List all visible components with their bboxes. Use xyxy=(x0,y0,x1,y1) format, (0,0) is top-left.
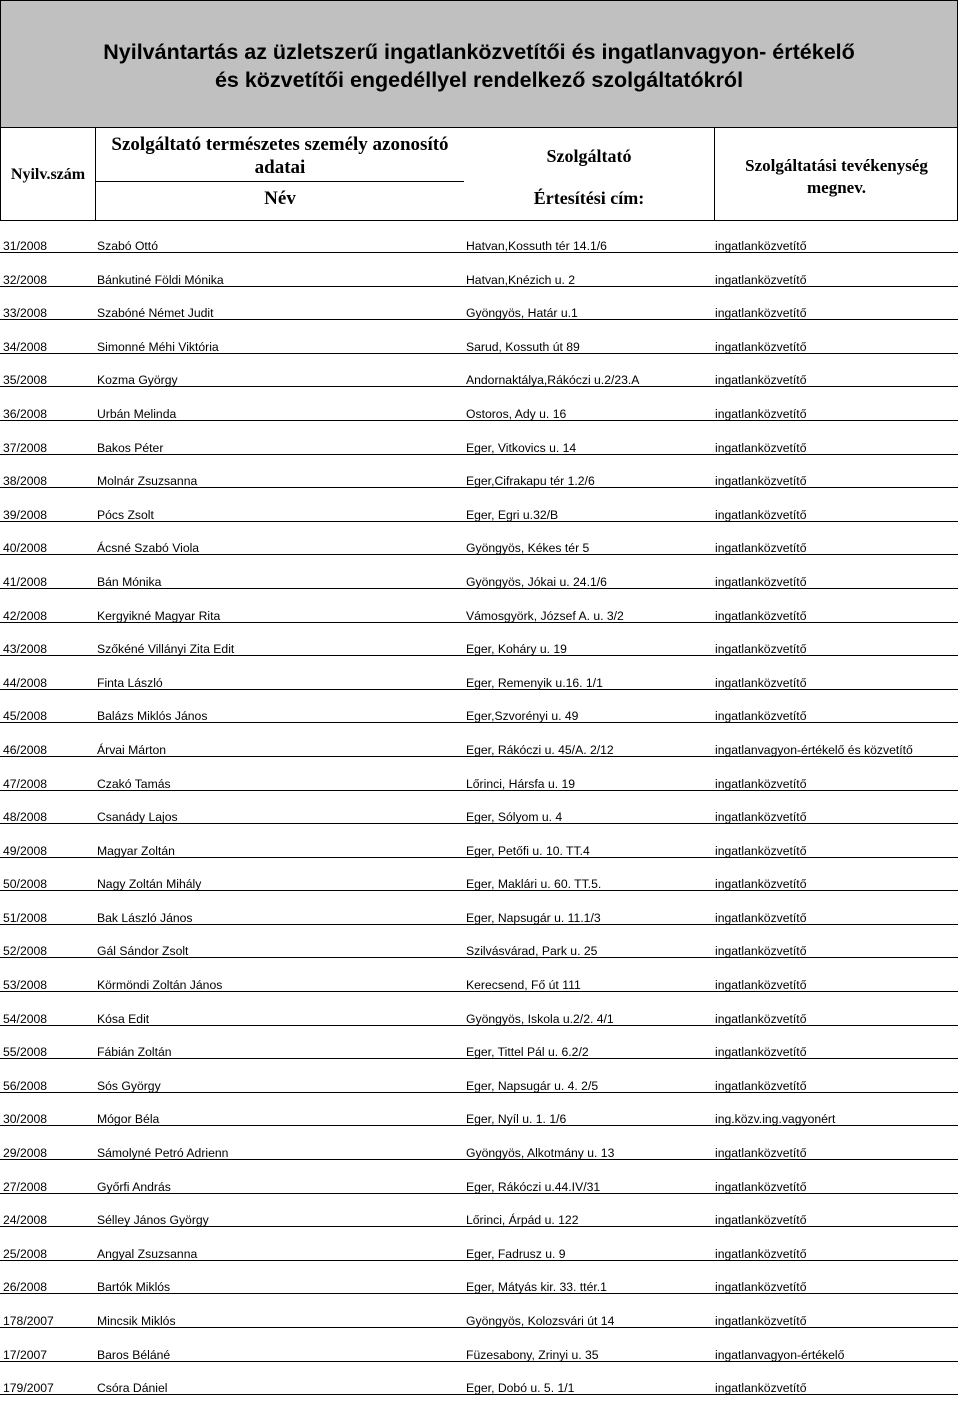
person-name: Csanády Lajos xyxy=(97,810,178,825)
registry-number: 27/2008 xyxy=(3,1179,48,1194)
header-number: Nyilv.szám xyxy=(10,166,86,183)
table-row xyxy=(0,1262,958,1296)
registry-number: 51/2008 xyxy=(3,910,48,925)
service-activity: ingatlanközvetítő xyxy=(715,373,807,388)
service-activity: ingatlanközvetítő xyxy=(715,776,807,791)
table-row xyxy=(0,557,958,591)
header-person-line-1: Szolgáltató természetes személy azonosító xyxy=(111,134,449,155)
table-row xyxy=(0,893,958,927)
service-activity: ingatlanközvetítő xyxy=(715,1078,807,1093)
notification-address: Lőrinci, Árpád u. 122 xyxy=(466,1213,579,1228)
header-activity-cell xyxy=(714,128,958,220)
service-activity: ingatlanközvetítő xyxy=(715,1246,807,1261)
table-row xyxy=(0,389,958,423)
service-activity: ingatlanközvetítő xyxy=(715,910,807,925)
notification-address: Eger, Tittel Pál u. 6.2/2 xyxy=(466,1045,589,1060)
person-name: Nagy Zoltán Mihály xyxy=(97,877,202,892)
registry-number: 56/2008 xyxy=(3,1078,48,1093)
table-row xyxy=(0,523,958,557)
registry-number: 179/2007 xyxy=(3,1381,54,1396)
registry-number: 49/2008 xyxy=(3,843,48,858)
table-row xyxy=(0,1061,958,1095)
registry-number: 29/2008 xyxy=(3,1146,48,1161)
notification-address: Eger, Rákóczi u.44.IV/31 xyxy=(466,1179,601,1194)
service-activity: ingatlanközvetítő xyxy=(715,1011,807,1026)
service-activity: ingatlanközvetítő xyxy=(715,339,807,354)
person-name: Győrfi András xyxy=(97,1179,171,1194)
person-name: Árvai Márton xyxy=(97,742,167,757)
notification-address: Sarud, Kossuth út 89 xyxy=(466,339,580,354)
notification-address: Eger,Cifrakapu tér 1.2/6 xyxy=(466,474,595,489)
person-name: Sós György xyxy=(97,1078,161,1093)
person-name: Molnár Zsuzsanna xyxy=(97,474,198,489)
table-row xyxy=(0,624,958,658)
registry-number: 46/2008 xyxy=(3,742,48,757)
notification-address: Kerecsend, Fő út 111 xyxy=(466,978,581,993)
table-row xyxy=(0,759,958,793)
notification-address: Ostoros, Ady u. 16 xyxy=(466,406,567,421)
table-row xyxy=(0,355,958,389)
registry-number: 34/2008 xyxy=(3,339,48,354)
table-row xyxy=(0,994,958,1028)
document-title-block xyxy=(0,0,958,128)
person-name: Urbán Melinda xyxy=(97,406,177,421)
notification-address: Eger, Egri u.32/B xyxy=(466,507,559,522)
registry-number: 26/2008 xyxy=(3,1280,48,1295)
table-row xyxy=(0,1229,958,1263)
service-activity: ingatlanközvetítő xyxy=(715,944,807,959)
registry-number: 36/2008 xyxy=(3,406,48,421)
title-line-2: és közvetítői engedéllyel rendelkező szolgáltatókról xyxy=(214,68,744,92)
table-row xyxy=(0,826,958,860)
notification-address: Eger, Remenyik u.16. 1/1 xyxy=(466,675,603,690)
registry-number: 24/2008 xyxy=(3,1213,48,1228)
service-activity: ingatlanközvetítő xyxy=(715,1213,807,1228)
notification-address: Eger, Napsugár u. 4. 2/5 xyxy=(466,1078,599,1093)
person-name: Szabó Ottó xyxy=(97,239,158,253)
header-person-cell xyxy=(95,128,464,220)
person-name: Sámolyné Petró Adrienn xyxy=(97,1146,229,1161)
notification-address: Lőrinci, Hársfa u. 19 xyxy=(466,776,576,791)
person-name: Finta László xyxy=(97,675,163,690)
service-activity: ingatlanközvetítő xyxy=(715,675,807,690)
registry-number: 32/2008 xyxy=(3,272,48,287)
registry-number: 40/2008 xyxy=(3,541,48,556)
registry-number: 37/2008 xyxy=(3,440,48,455)
person-name: Sélley János György xyxy=(97,1213,209,1228)
notification-address: Gyöngyös, Jókai u. 24.1/6 xyxy=(466,574,607,589)
registry-number: 17/2007 xyxy=(3,1347,48,1362)
person-name: Bánkutiné Földi Mónika xyxy=(97,272,224,287)
notification-address: Hatvan,Knézich u. 2 xyxy=(466,272,576,287)
person-name: Fábián Zoltán xyxy=(97,1045,172,1060)
notification-address: Eger, Nyíl u. 1. 1/6 xyxy=(466,1112,567,1127)
service-activity: ingatlanközvetítő xyxy=(715,642,807,657)
person-name: Balázs Miklós János xyxy=(97,709,208,724)
document-title xyxy=(1,38,957,94)
notification-address: Gyöngyös, Kékes tér 5 xyxy=(466,541,590,556)
table-row xyxy=(0,1027,958,1061)
table-row xyxy=(0,1162,958,1196)
service-activity: ingatlanközvetítő xyxy=(715,541,807,556)
header-separator xyxy=(96,181,464,182)
table-row xyxy=(0,1296,958,1330)
table-row xyxy=(0,1128,958,1162)
service-activity: ing.közv.ing.vagyonért xyxy=(715,1112,836,1127)
service-activity: ingatlanközvetítő xyxy=(715,474,807,489)
person-name: Magyar Zoltán xyxy=(97,843,175,858)
registry-number: 25/2008 xyxy=(3,1246,48,1261)
registry-number: 30/2008 xyxy=(3,1112,48,1127)
header-activity xyxy=(715,155,958,199)
table-row xyxy=(0,1094,958,1128)
notification-address: Vámosgyörk, József A. u. 3/2 xyxy=(466,608,624,623)
service-activity: ingatlanközvetítő xyxy=(715,1280,807,1295)
person-name: Pócs Zsolt xyxy=(97,507,154,522)
registry-number: 53/2008 xyxy=(3,978,48,993)
notification-address: Gyöngyös, Iskola u.2/2. 4/1 xyxy=(466,1011,614,1026)
notification-address: Eger, Mátyás kir. 33. ttér.1 xyxy=(466,1280,607,1295)
table-row xyxy=(0,591,958,625)
table-row xyxy=(0,960,958,994)
registry-number: 178/2007 xyxy=(3,1314,54,1328)
registry-number: 54/2008 xyxy=(3,1011,48,1026)
service-activity: ingatlanközvetítő xyxy=(715,709,807,724)
service-activity: ingatlanközvetítő xyxy=(715,272,807,287)
table-row xyxy=(0,1195,958,1229)
table-row xyxy=(0,322,958,356)
registry-number: 43/2008 xyxy=(3,642,48,657)
registry-number: 42/2008 xyxy=(3,608,48,623)
table-row xyxy=(0,859,958,893)
registry-number: 38/2008 xyxy=(3,474,48,489)
table-row xyxy=(0,691,958,725)
person-name: Mincsik Miklós xyxy=(97,1314,176,1328)
service-activity: ingatlanközvetítő xyxy=(715,978,807,993)
person-name: Angyal Zsuzsanna xyxy=(97,1246,198,1261)
service-activity: ingatlanközvetítő xyxy=(715,306,807,321)
table-row xyxy=(0,456,958,490)
service-activity: ingatlanközvetítő xyxy=(715,239,807,253)
person-name: Kósa Edit xyxy=(97,1011,150,1026)
person-name: Csóra Dániel xyxy=(97,1381,168,1396)
person-name: Bán Mónika xyxy=(97,574,162,589)
registry-number: 52/2008 xyxy=(3,944,48,959)
notification-address: Eger, Vitkovics u. 14 xyxy=(466,440,577,455)
header-person-line-2: adatai xyxy=(254,157,306,178)
person-name: Simonné Méhi Viktória xyxy=(97,339,219,354)
registry-number: 47/2008 xyxy=(3,776,48,791)
notification-address: Szilvásvárad, Park u. 25 xyxy=(466,944,598,959)
notification-address: Hatvan,Kossuth tér 14.1/6 xyxy=(466,239,607,253)
service-activity: ingatlanközvetítő xyxy=(715,1314,807,1328)
registry-number: 55/2008 xyxy=(3,1045,48,1060)
registry-number: 39/2008 xyxy=(3,507,48,522)
person-name: Bak László János xyxy=(97,910,193,925)
notification-address: Eger, Napsugár u. 11.1/3 xyxy=(466,910,601,925)
registry-table-body xyxy=(0,221,958,1397)
person-name: Ácsné Szabó Viola xyxy=(97,541,200,556)
person-name: Szőkéné Villányi Zita Edit xyxy=(97,642,235,657)
table-row xyxy=(0,792,958,826)
registry-number: 44/2008 xyxy=(3,675,48,690)
person-name: Kozma György xyxy=(97,373,178,388)
table-row xyxy=(0,490,958,524)
registry-number: 41/2008 xyxy=(3,574,48,589)
person-name: Bartók Miklós xyxy=(97,1280,171,1295)
registry-number: 48/2008 xyxy=(3,810,48,825)
person-name: Kergyikné Magyar Rita xyxy=(97,608,221,623)
notification-address: Eger, Rákóczi u. 45/A. 2/12 xyxy=(466,742,614,757)
notification-address: Füzesabony, Zrinyi u. 35 xyxy=(466,1347,599,1362)
service-activity: ingatlanközvetítő xyxy=(715,1045,807,1060)
notification-address: Eger,Szvorényi u. 49 xyxy=(466,709,579,724)
table-row xyxy=(0,288,958,322)
header-name: Név xyxy=(264,188,296,209)
service-activity: ingatlanközvetítő xyxy=(715,810,807,825)
notification-address: Eger, Maklári u. 60. TT.5. xyxy=(466,877,602,892)
notification-address: Gyöngyös, Határ u.1 xyxy=(466,306,578,321)
person-name: Körmöndi Zoltán János xyxy=(97,978,223,993)
header-address: Értesítési cím: xyxy=(533,188,645,208)
table-header xyxy=(0,128,958,221)
notification-address: Eger, Petőfi u. 10. TT.4 xyxy=(466,843,590,858)
service-activity: ingatlanközvetítő xyxy=(715,440,807,455)
table-row xyxy=(0,423,958,457)
table-row xyxy=(0,255,958,289)
notification-address: Eger, Dobó u. 5. 1/1 xyxy=(466,1381,575,1396)
service-activity: ingatlanközvetítő xyxy=(715,574,807,589)
notification-address: Eger, Fadrusz u. 9 xyxy=(466,1246,566,1261)
header-provider-cell xyxy=(464,128,714,220)
table-row xyxy=(0,926,958,960)
table-row xyxy=(0,725,958,759)
notification-address: Eger, Sólyom u. 4 xyxy=(466,810,563,825)
registry-number: 35/2008 xyxy=(3,373,48,388)
header-activity-line-2: megnev. xyxy=(806,178,867,197)
header-person-label xyxy=(96,133,464,179)
registry-number: 31/2008 xyxy=(3,239,48,253)
person-name: Czakó Tamás xyxy=(97,776,171,791)
person-name: Gál Sándor Zsolt xyxy=(97,944,189,959)
table-row xyxy=(0,658,958,692)
service-activity: ingatlanközvetítő xyxy=(715,608,807,623)
service-activity: ingatlanközvetítő xyxy=(715,507,807,522)
service-activity: ingatlanközvetítő xyxy=(715,1146,807,1161)
notification-address: Eger, Koháry u. 19 xyxy=(466,642,567,657)
registry-number: 33/2008 xyxy=(3,306,48,321)
table-row xyxy=(0,1330,958,1364)
table-row xyxy=(0,1363,958,1397)
registry-number: 45/2008 xyxy=(3,709,48,724)
service-activity: ingatlanközvetítő xyxy=(715,1381,807,1396)
service-activity: ingatlanvagyon-értékelő xyxy=(715,1347,845,1362)
notification-address: Gyöngyös, Alkotmány u. 13 xyxy=(466,1146,615,1161)
service-activity: ingatlanközvetítő xyxy=(715,406,807,421)
table-row xyxy=(0,221,958,255)
title-line-1: Nyilvántartás az üzletszerű ingatlanközvetítői és ingatlanvagyon- értékelő xyxy=(103,40,855,64)
notification-address: Gyöngyös, Kolozsvári út 14 xyxy=(466,1314,615,1328)
service-activity: ingatlanközvetítő xyxy=(715,1179,807,1194)
service-activity: ingatlanközvetítő xyxy=(715,843,807,858)
person-name: Mógor Béla xyxy=(97,1112,160,1127)
person-name: Bakos Péter xyxy=(97,440,164,455)
service-activity: ingatlanvagyon-értékelő és közvetítő xyxy=(715,742,913,757)
registry-number: 50/2008 xyxy=(3,877,48,892)
person-name: Baros Béláné xyxy=(97,1347,171,1362)
service-activity: ingatlanközvetítő xyxy=(715,877,807,892)
header-provider: Szolgáltató xyxy=(546,146,632,166)
person-name: Szabóné Német Judit xyxy=(97,306,214,321)
notification-address: Andornaktálya,Rákóczi u.2/23.A xyxy=(466,373,640,388)
header-activity-line-1: Szolgáltatási tevékenység xyxy=(745,156,928,175)
header-number-cell xyxy=(1,128,95,220)
